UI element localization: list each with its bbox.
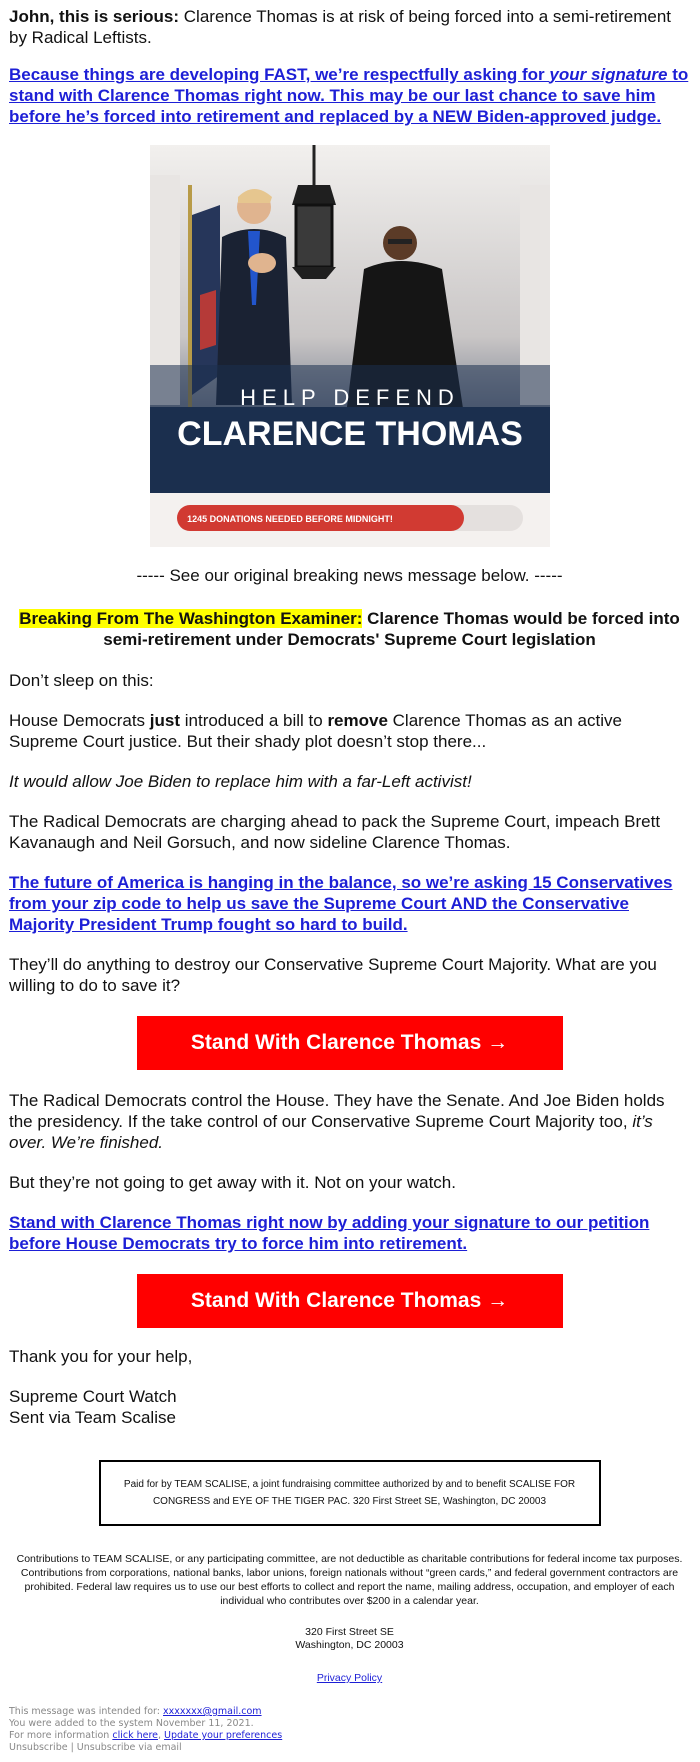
signature-line2: Sent via Team Scalise	[9, 1408, 176, 1427]
original-message-divider: ----- See our original breaking news message below. -----	[136, 566, 563, 585]
hero-line2: CLARENCE THOMAS	[176, 415, 523, 453]
thanks-paragraph: Thank you for your help,	[9, 1347, 193, 1366]
privacy-policy-link[interactable]: Privacy Policy	[316, 1672, 383, 1684]
intro-text: Clarence Thomas is at risk of being forced into a semi-retirement by Radical Leftists.	[9, 7, 671, 47]
future-link-paragraph	[9, 872, 690, 935]
intro-paragraph	[9, 6, 690, 48]
control-text: The Radical Democrats control the House. They have the Senate. And Joe Biden holds the presidency. If the take control of our Conservative Supreme Court Majority too,	[9, 1091, 665, 1131]
control-italic: it’s over. We’re finished.	[9, 1112, 653, 1152]
hero-image[interactable]	[150, 145, 550, 547]
paid-for-box	[99, 1460, 601, 1526]
signature-link-italic[interactable]: your signature	[549, 65, 668, 84]
petition-link-paragraph	[9, 1212, 690, 1254]
intro-bold: John, this is serious:	[9, 7, 180, 26]
petition-link[interactable]: Stand with Clarence Thomas right now by adding your signature to our petition before House Democrats try to force him into retirement.	[9, 1213, 650, 1253]
breaking-text: Clarence Thomas would be forced into semi-retirement under Democrats' Supreme Court legislation	[103, 609, 680, 649]
house-text-3: Clarence Thomas as an active Supreme Court justice. But their shady plot doesn’t stop there...	[9, 711, 622, 751]
destroy-majority-paragraph: They’ll do anything to destroy our Conservative Supreme Court Majority. What are you willing to do to save it?	[9, 955, 657, 995]
breaking-highlight: Breaking From The Washington Examiner:	[19, 609, 363, 628]
signature-line1: Supreme Court Watch	[9, 1387, 177, 1406]
footer-added: You were added to the system November 11, 2021.	[9, 1718, 254, 1729]
not-on-your-watch-paragraph: But they’re not going to get away with it. Not on your watch.	[9, 1173, 456, 1192]
biden-replace-italic: It would allow Joe Biden to replace him with a far-Left activist!	[9, 772, 472, 791]
biden-replace-paragraph	[9, 771, 690, 792]
stand-with-thomas-button-1[interactable]: Stand With Clarence Thomas →	[137, 1016, 563, 1070]
house-democrats-paragraph	[9, 710, 690, 752]
future-link[interactable]: The future of America is hanging in the balance, so we’re asking 15 Conservatives from your zip code to help us save the Supreme Court AND the Conservative Majority President Trump fought so hard to build.	[9, 873, 673, 934]
lantern-icon	[292, 185, 336, 205]
address-line1: 320 First Street SE	[305, 1626, 394, 1638]
house-bold-1: just	[149, 711, 181, 730]
footer-unsubscribe[interactable]: Unsubscribe | Unsubscribe via email	[9, 1742, 182, 1753]
footer-intended	[9, 1706, 690, 1718]
footer-click-here-link[interactable]: click here	[112, 1730, 158, 1741]
contribution-disclaimer: Contributions to TEAM SCALISE, or any participating committee, are not deductible as charitable contributions for federal income tax purposes. Contributions from corporations, national banks, labor unions, foreign nationals without “green cards,” and federal government contractors are prohibited. Federal law requires us to use our best efforts to collect and report the name, mailing address, occupation, and employer of each individual who contributes over $200 in a calendar year.	[16, 1553, 683, 1607]
signature-link-part1[interactable]: Because things are developing FAST, we’re respectfully asking for	[9, 65, 550, 84]
hero-graphic	[150, 145, 550, 547]
email-footer	[9, 1706, 690, 1754]
footer-update-preferences-link[interactable]: Update your preferences	[164, 1730, 283, 1741]
address-line2: Washington, DC 20003	[295, 1639, 404, 1651]
signature-link[interactable]	[9, 65, 688, 126]
house-bold-2: remove	[327, 711, 388, 730]
dont-sleep-paragraph: Don’t sleep on this:	[9, 671, 154, 690]
progress-label: 1245 DONATIONS NEEDED BEFORE MIDNIGHT!	[186, 514, 393, 524]
breaking-headline	[9, 608, 690, 650]
footer-more-info-text: For more information	[9, 1730, 113, 1741]
paid-for-text: Paid for by TEAM SCALISE, a joint fundraising committee authorized by and to benefit SCALISE FOR CONGRESS and EYE OF THE TIGER PAC. 320 First Street SE, Washington, DC 20003	[123, 1479, 576, 1507]
mailing-address	[9, 1626, 690, 1652]
hero-line1: HELP DEFEND	[239, 385, 460, 410]
control-paragraph	[9, 1090, 690, 1153]
radical-democrats-paragraph: The Radical Democrats are charging ahead to pack the Supreme Court, impeach Brett Kavanaugh and Neil Gorsuch, and now sideline Clarence Thomas.	[9, 812, 661, 852]
footer-more-info: For more information click here, Update your preferences	[9, 1730, 283, 1741]
signature-link-part2[interactable]: to stand with Clarence Thomas right now. This may be our last chance to save him before he’s forced into retirement and replaced by a NEW Biden-approved judge.	[9, 65, 689, 126]
signature-link-paragraph	[9, 64, 690, 127]
house-text-1: House Democrats	[9, 711, 150, 730]
stand-with-thomas-button-2[interactable]: Stand With Clarence Thomas →	[137, 1274, 563, 1328]
footer-intended-text: This message was intended for:	[9, 1706, 163, 1717]
house-text-2: introduced a bill to	[180, 711, 328, 730]
footer-email-link[interactable]: xxxxxxx@gmail.com	[163, 1706, 262, 1717]
signature-block	[9, 1386, 690, 1428]
privacy-policy-row	[9, 1672, 690, 1684]
